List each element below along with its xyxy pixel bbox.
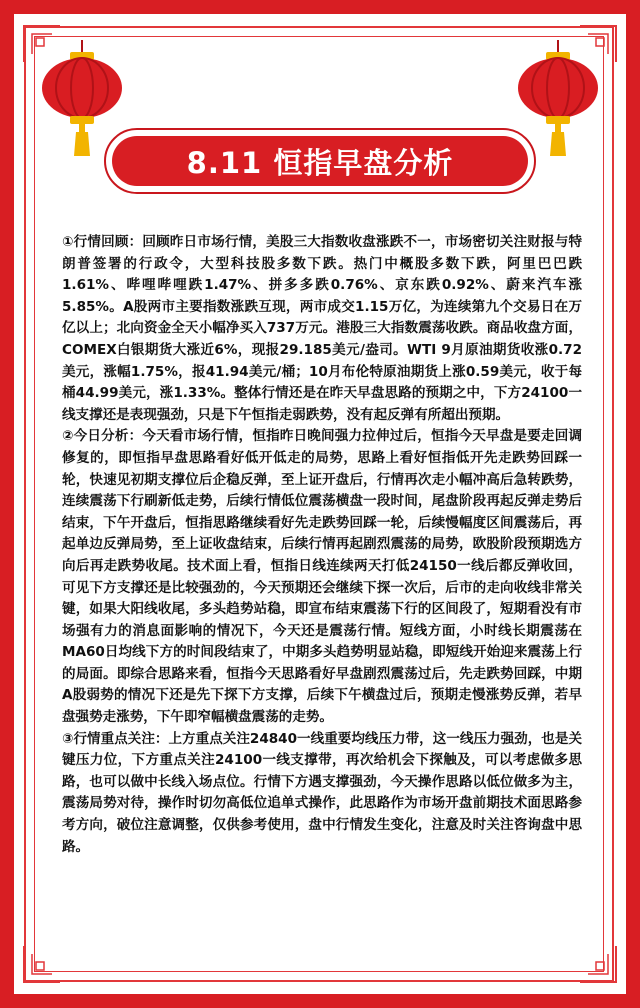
section-market-review: ①行情回顾：回顾昨日市场行情，美股三大指数收盘涨跌不一，市场密切关注财报与特朗普签署的行政令，大型科技股多数下跌。热门中概股多数下跌，阿里巴巴跌1.61%、哔哩哔哩跌1.47%、拼多多跌0.76%、京东跌0.92%、蔚来汽车涨5.85%。A股两市主要指数涨跌互现，两市成交1.15万亿，为连续第九个交易日在万亿以上；北向资金全天小幅净买入737万元。港股三大指数震荡收跌。商品收盘方面，COMEX白银期货大涨近6%，现报29.185美元/盎司。WTI 9月原油期货收涨0.72美元，涨幅1.75%，报41.94美元/桶；10月布伦特原油期货上涨0.59美元，收于每桶44.99美元，涨1.33%。整体行情还是在昨天早盘思路的预期之中，下方24100一线支撑还是表现强劲，只是下午恒指走弱跌势，没有起反弹有所超出预期。 [62,234,582,423]
corner-ornament-icon [578,944,618,984]
section-key-focus: ③行情重点关注：上方重点关注24840一线重要均线压力带，这一线压力强劲，也是关键压力位，下方重点关注24100一线支撑带，再次给机会下探触及，可以考虑做多思路，也可以做中长线入场点位。行情下方遇支撑强劲，今天操作思路以低位做多为主，震荡局势对待，操作时切勿高低位追单式操作，此思路作为市场开盘前期技术面思路参考方向，破位注意调整，仅供参考使用，盘中行情发生变化，注意及时关注咨询盘中思路。 [62,730,582,855]
page-title: 8.11 恒指早盘分析 [186,145,454,180]
corner-ornament-icon [22,944,62,984]
section-today-analysis: ②今日分析：今天看市场行情，恒指昨日晚间强力拉伸过后，恒指今天早盘是要走回调修复的，即恒指早盘思路看好低开低走的局势，思路上看好恒指低开先走跌势回踩一轮，快速见初期支撑位后企稳反弹，至上证开盘后，行情再次走小幅冲高后急转跌势，连续震荡下行刷新低走势，后续行情低位震荡横盘一段时间，尾盘阶段再起反弹走势后结束，下午开盘后，恒指思路继续看好先走跌势回踩一轮，后续慢幅度区间震荡后，再起单边反弹局势，至上证收盘结束，后续行情再起剧烈震荡的局势，欧股阶段预期选方向后再走跌势收尾。技术面上看，恒指日线连续两天打低24150一线后都反弹收回，可见下方支撑还是比较强劲的，今天预期还会继续下探一次后，后市的走向收线非常关键，如果大阳线收尾，多头趋势站稳，即宣布结束震荡下行的区间段了，短期看没有市场强有力的消息面影响的情况下，今天还是震荡行情。短线方面，小时线长期震荡在MA60日均线下方的时间段结束了，中期多头趋势明显站稳，即短线开始迎来震荡上行的局面。即综合思路来看，恒指今天思路看好早盘剧烈震荡过后，先走跌势回踩，中期A股弱势的情况下还是先下探下方支撑，后续下午横盘过后，预期走慢涨势反弹，若早盘强势走涨势，下午即窄幅横盘震荡的走势。 [62,428,582,726]
title-banner [104,128,536,194]
article-body [62,232,582,858]
title-pill [112,136,528,186]
